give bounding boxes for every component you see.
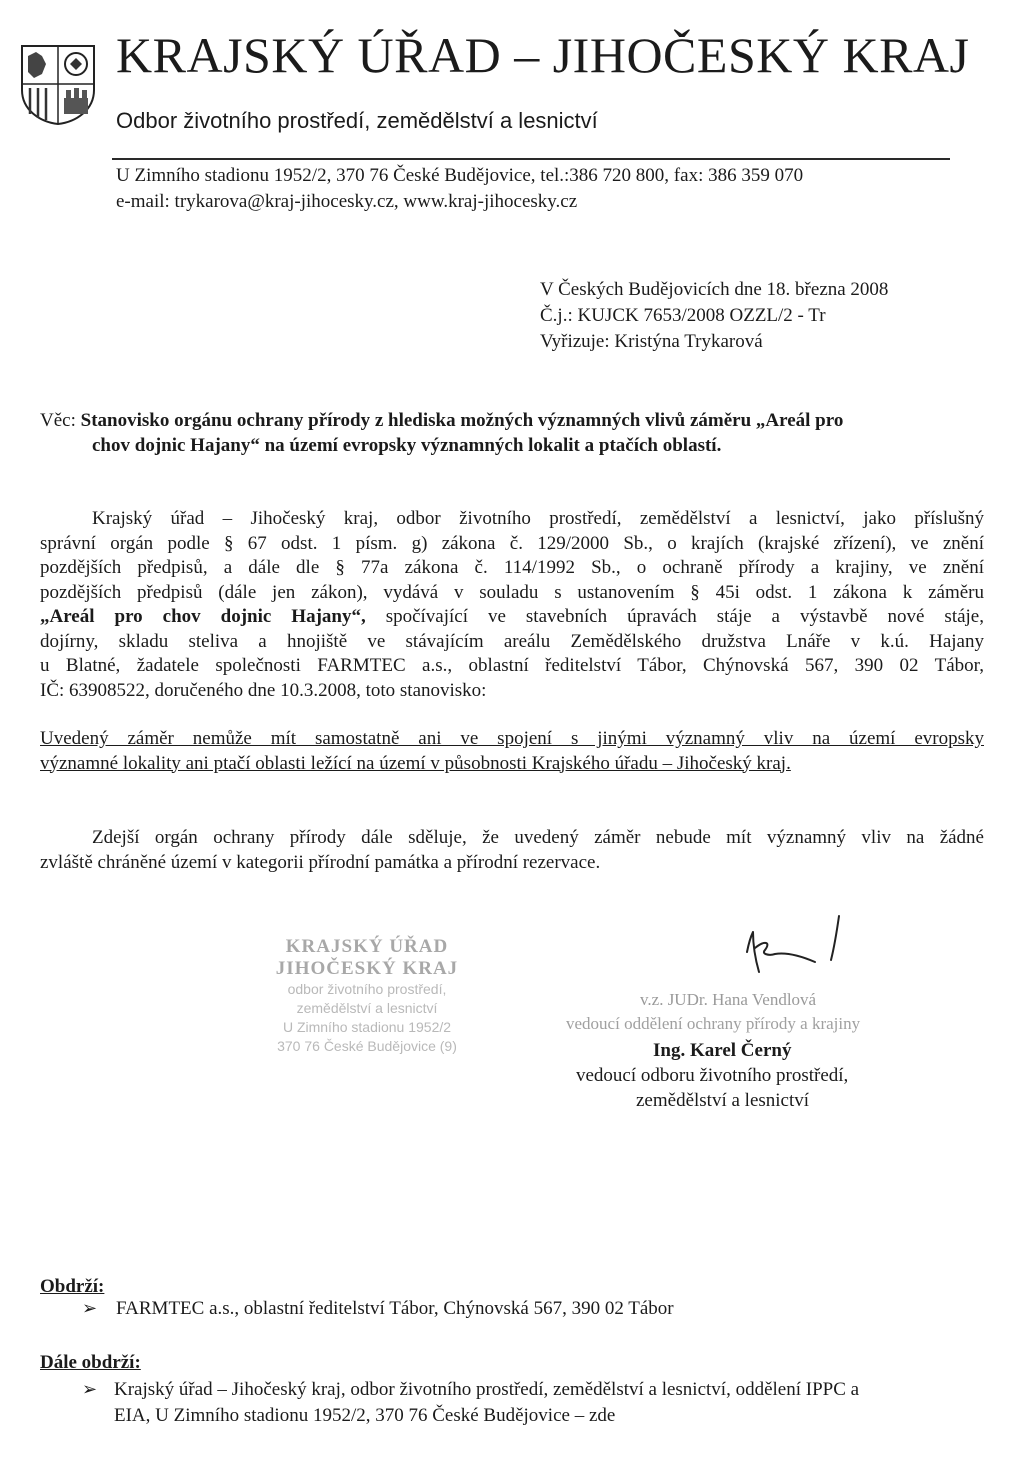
signer-name: Ing. Karel Černý [653,1040,792,1061]
recipient-item: FARMTEC a.s., oblastní ředitelství Tábor, Chýnovská 567, 390 02 Tábor [116,1298,674,1319]
stamp-line: zemědělství a lesnictví [296,1000,438,1016]
stamp-line: U Zimního stadionu 1952/2 [282,1019,452,1035]
signed-on-behalf-title: vedoucí oddělení ochrany přírody a krajiny [566,1014,861,1033]
paragraph-line-with-project [40,605,984,630]
arrow-bullet-icon: ➢ [82,1379,98,1399]
paragraph-line: zvláště chráněné území v kategorii přírodní památka a přírodní rezervace. [40,851,601,873]
arrow-bullet-icon: ➢ [82,1298,98,1318]
decision-line: Uvedený záměr nemůže mít samostatně ani ve spojení s jinými významný vliv na území evropsky [40,728,984,749]
coat-of-arms-logo [20,44,96,126]
recipient-line: Krajský úřad – Jihočeský kraj, odbor životního prostředí, zemědělství a lesnictví, oddělení IPPC a [114,1379,860,1400]
signer-title: zemědělství a lesnictví [636,1090,810,1111]
subject-line-2: chov dojnic Hajany“ na území evropsky významných lokalit a ptačích oblastí. [92,435,722,456]
authority-name: KRAJSKÝ ÚŘAD – JIHOČESKÝ KRAJ [116,27,970,83]
paragraph-line: dojírny, skladu steliva a hnojiště ve stávajícím areálu Zemědělského družstva Lnáře v k.ú. Hajany [40,630,984,652]
decision-line: významné lokality ani ptačí oblasti ležící na území v působnosti Krajského úřadu – Jihočeský kraj. [40,752,791,774]
paragraph-line: Zdejší orgán ochrany přírody dále sděluje, že uvedený záměr nebude mít významný vliv na žádné [92,827,984,848]
paragraph-line: Krajský úřad – Jihočeský kraj, odbor životního prostředí, zemědělství a lesnictví, jako příslušný [92,508,984,529]
paragraph-line: u Blatné, žadatele společnosti FARMTEC a.s., oblastní ředitelství Tábor, Chýnovská 567, 390 02 Tábor, [40,655,984,676]
handled-by: Vyřizuje: Kristýna Trykarová [540,331,763,352]
further-recipient-item [114,1377,859,1429]
recipients-heading: Obdrží: [40,1276,105,1297]
paragraph-line: pozdějších předpisů, a dále dle § 77a zákona č. 114/1992 Sb., o ochraně přírody a krajiny, ve znění [40,557,984,578]
paragraph-text: spočívající ve stavebních úpravách stáje a výstavbě nové stáje, [385,606,984,627]
paragraph-line: IČ: 63908522, doručeného dne 10.3.2008, toto stanovisko: [40,679,487,701]
project-name: „Areál pro chov dojnic Hajany“, [40,606,366,627]
contact-email-web: e-mail: trykarova@kraj-jihocesky.cz, www.kraj-jihocesky.cz [116,191,578,212]
body-paragraph-1 [40,507,984,703]
department-name: Odbor životního prostředí, zemědělství a lesnictví [116,108,598,133]
subject-label: Věc: [40,410,81,431]
further-recipients-heading: Dále obdrží: [40,1352,141,1373]
stamp-line: 370 76 České Budějovice (9) [277,1038,457,1054]
stamp-line: odbor životního prostředí, [287,981,447,997]
official-stamp [222,936,512,1056]
signed-on-behalf: v.z. JUDr. Hana Vendlová [640,990,817,1009]
recipient-line: EIA, U Zimního stadionu 1952/2, 370 76 České Budějovice – zde [114,1405,616,1426]
header-divider [112,158,950,160]
paragraph-line: správní orgán podle § 67 odst. 1 písm. g) zákona č. 129/2000 Sb., o krajích (krajské zřízení), ve znění [40,532,984,554]
stamp-line: JIHOČESKÝ KRAJ [275,958,459,979]
handwritten-signature [735,912,865,982]
document-date: V Českých Budějovicích dne 18. března 2008 [540,279,889,300]
subject [40,408,990,458]
contact-address: U Zimního stadionu 1952/2, 370 76 České Budějovice, tel.:386 720 800, fax: 386 359 070 [116,165,804,186]
reference-number: Č.j.: KUJCK 7653/2008 OZZL/2 - Tr [540,305,826,326]
body-paragraph-2 [40,826,984,875]
decision-statement [40,727,984,776]
paragraph-line: pozdějších předpisů (dále jen zákon), vydává v souladu s ustanovením § 45i odst. 1 zákona k záměru [40,581,984,603]
signer-title: vedoucí odboru životního prostředí, [576,1065,849,1086]
stamp-line: KRAJSKÝ ÚŘAD [285,936,449,957]
subject-line-1: Stanovisko orgánu ochrany přírody z hlediska možných významných vlivů záměru „Areál pro [80,410,844,431]
